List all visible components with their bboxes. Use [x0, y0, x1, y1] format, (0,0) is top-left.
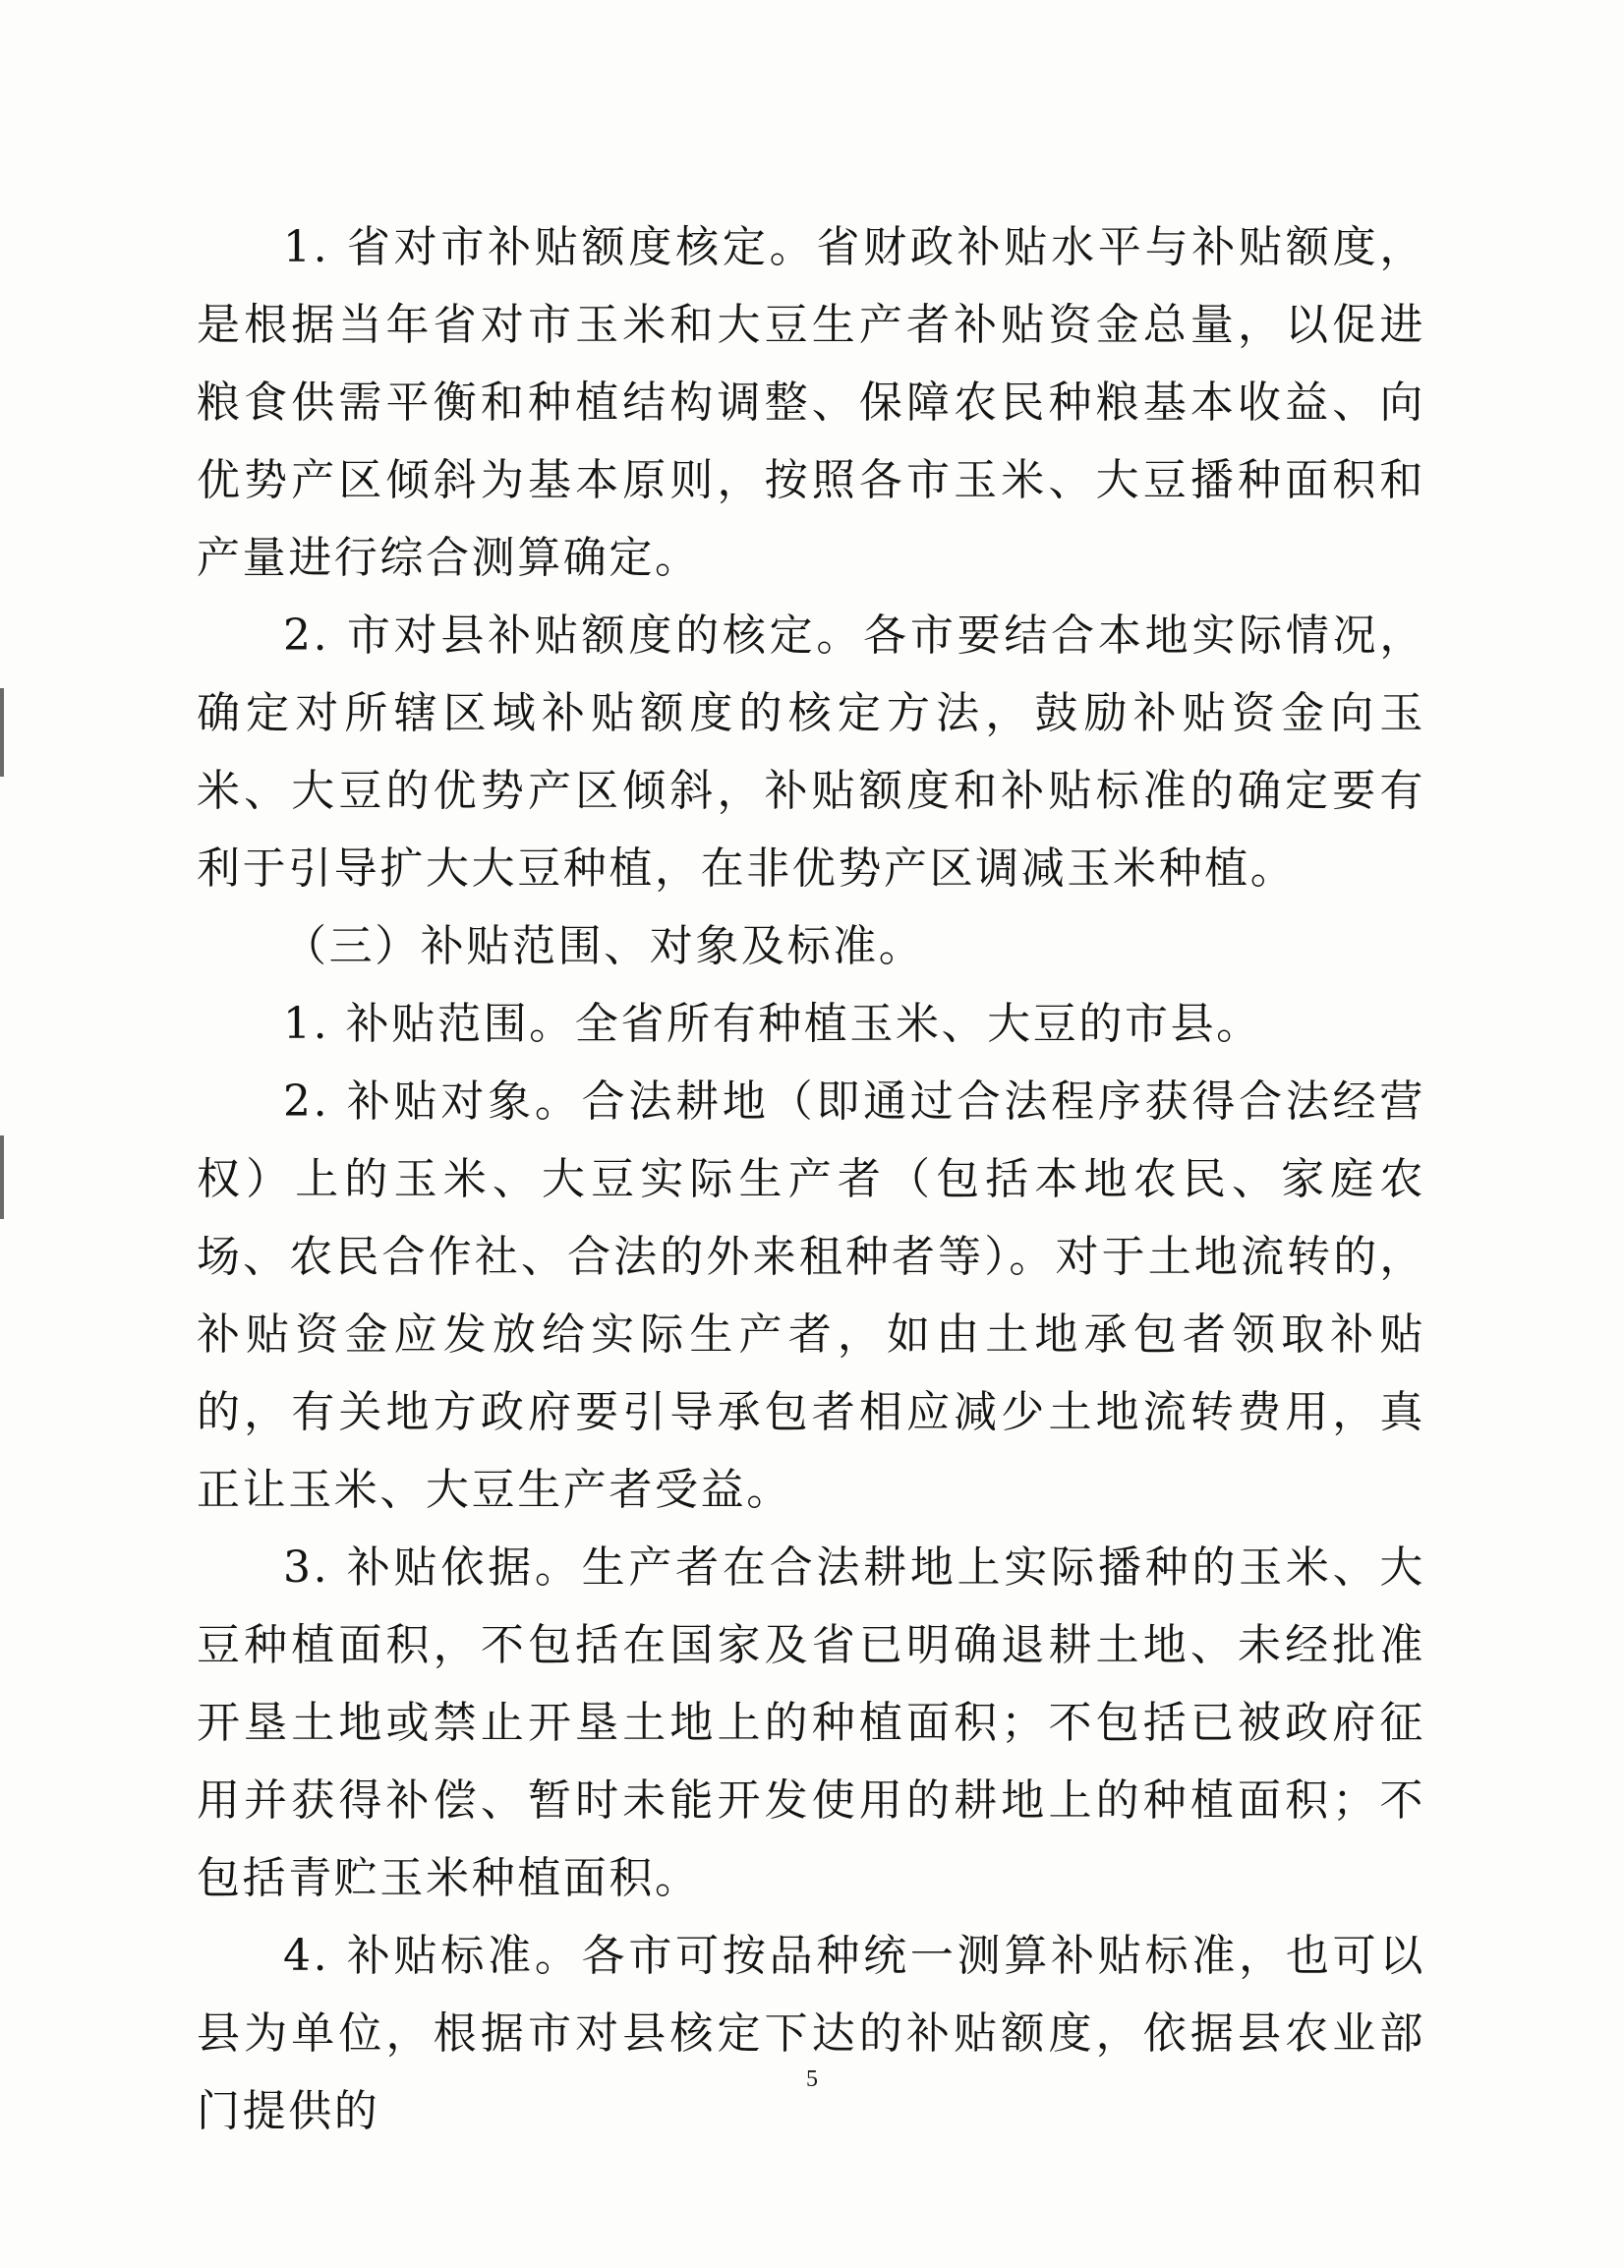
paragraph-city-quota: 2. 市对县补贴额度的核定。各市要结合本地实际情况，确定对所辖区域补贴额度的核定方法，鼓励补贴资金向玉米、大豆的优势产区倾斜，补贴额度和补贴标准的确定要有利于引导扩大大豆种植，在非优势产区调减玉米种植。 — [197, 611, 1425, 894]
page-number: 5 — [806, 2066, 818, 2092]
document-body — [197, 208, 1425, 2150]
paragraph-subsidy-target: 2. 补贴对象。合法耕地（即通过合法程序获得合法经营权）上的玉米、大豆实际生产者（包括本地农民、家庭农场、农民合作社、合法的外来租种者等）。对于土地流转的，补贴资金应发放给实际生产者，如由土地承包者领取补贴的，有关地方政府要引导承包者相应减少土地流转费用，真正让玉米、大豆生产者受益。 — [197, 1076, 1425, 1515]
binding-mark — [0, 1135, 4, 1219]
section-heading-scope: （三）补贴范围、对象及标准。 — [283, 921, 925, 971]
scan-binding-marks — [0, 0, 6, 2268]
paragraph-subsidy-scope: 1. 补贴范围。全省所有种植玉米、大豆的市县。 — [283, 999, 1262, 1049]
paragraph-subsidy-basis: 3. 补贴依据。生产者在合法耕地上实际播种的玉米、大豆种植面积，不包括在国家及省已明确退耕土地、未经批准开垦土地或禁止开垦土地上的种植面积；不包括已被政府征用并获得补偿、暂时未能开发使用的耕地上的种植面积；不包括青贮玉米种植面积。 — [197, 1542, 1425, 1903]
paragraph-provincial-quota: 1. 省对市补贴额度核定。省财政补贴水平与补贴额度，是根据当年省对市玉米和大豆生产者补贴资金总量，以促进粮食供需平衡和种植结构调整、保障农民种粮基本收益、向优势产区倾斜为基本原则，按照各市玉米、大豆播种面积和产量进行综合测算确定。 — [197, 222, 1425, 583]
binding-mark — [0, 688, 4, 777]
paragraph-subsidy-standard: 4. 补贴标准。各市可按品种统一测算补贴标准，也可以县为单位，根据市对县核定下达的补贴额度，依据县农业部门提供的 — [197, 1931, 1425, 2136]
